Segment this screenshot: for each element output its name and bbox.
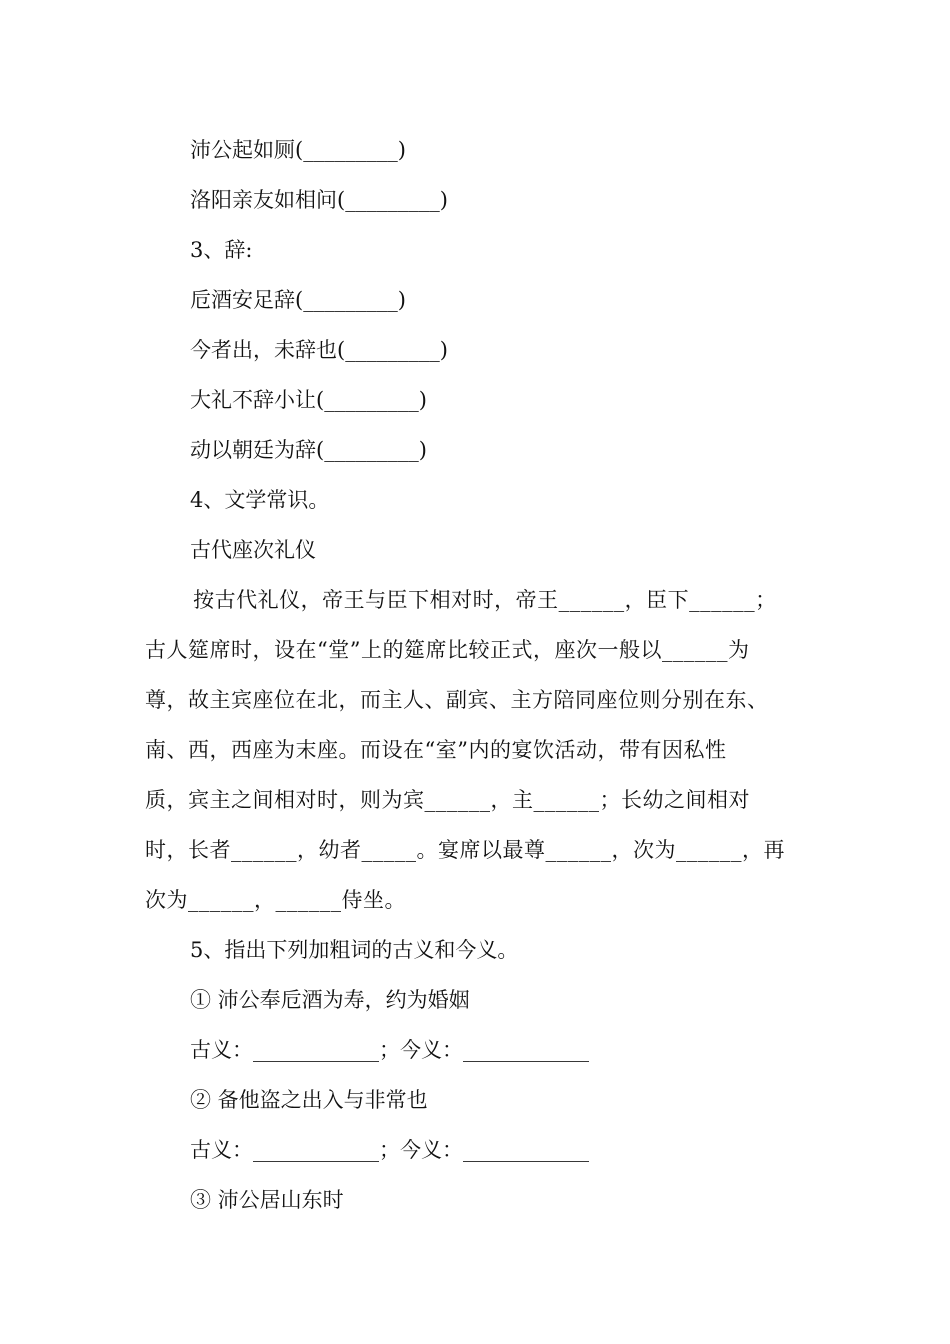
- paragraph-line: 南、西，西座为末座。而设在“室”内的宴饮活动，带有因私性: [145, 738, 727, 762]
- section-heading: 4、文学常识。: [190, 488, 330, 512]
- exercise-line: 大礼不辞小让(_________): [190, 388, 427, 412]
- exercise-line: 今者出，未辞也(_________): [190, 338, 448, 362]
- exercise-line: 沛公起如厕(_________): [190, 138, 406, 162]
- paragraph-line: 按古代礼仪，帝王与臣下相对时，帝王______，臣下______；: [186, 588, 777, 612]
- section-heading: 3、辞:: [190, 238, 253, 262]
- exercise-line: 动以朝廷为辞(_________): [190, 438, 427, 462]
- subsection-title: 古代座次礼仪: [190, 538, 316, 562]
- paragraph-line: 次为______，______侍坐。: [145, 888, 406, 912]
- paragraph-line: 古人筵席时，设在“堂”上的筵席比较正式，座次一般以______为: [145, 638, 750, 662]
- exercise-line: 卮酒安足辞(_________): [190, 288, 406, 312]
- question-item: ③ 沛公居山东时: [190, 1188, 344, 1212]
- exercise-line: 洛阳亲友如相问(_________): [190, 188, 448, 212]
- question-item: ② 备他盗之出入与非常也: [190, 1088, 428, 1112]
- paragraph-line: 质，宾主之间相对时，则为宾______，主______；长幼之间相对: [145, 788, 750, 812]
- question-item: ① 沛公奉卮酒为寿，约为婚姻: [190, 988, 470, 1012]
- section-heading: 5、指出下列加粗词的古义和今义。: [190, 938, 519, 962]
- paragraph-line: 尊，故主宾座位在北，而主人、副宾、主方陪同座位则分别在东、: [145, 688, 769, 712]
- paragraph-line: 时，长者______，幼者_____。宴席以最尊______，次为______，再: [145, 838, 785, 862]
- answer-line: 古义：____________；今义：____________: [190, 1038, 589, 1062]
- answer-line: 古义：____________；今义：____________: [190, 1138, 589, 1162]
